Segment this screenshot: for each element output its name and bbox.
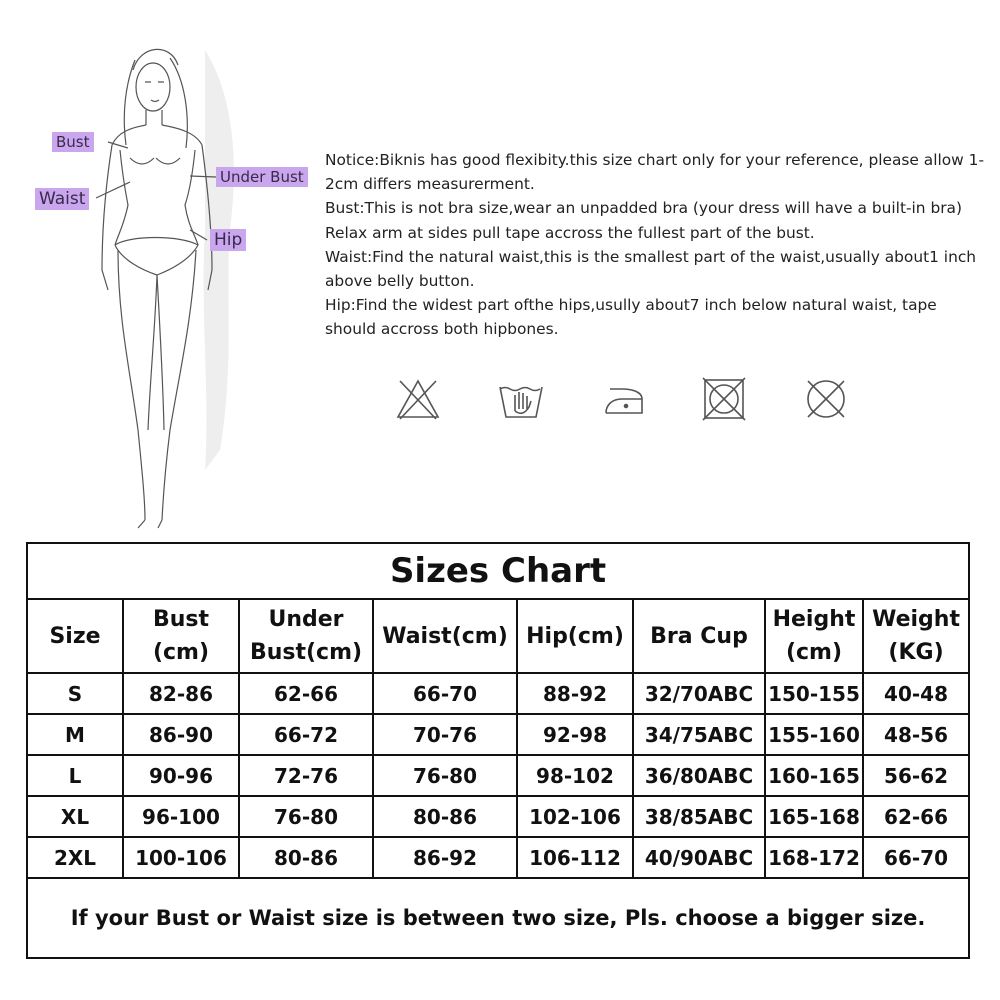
- do-not-bleach-icon: [394, 375, 442, 423]
- cell-bra-cup: 36/80ABC: [633, 755, 765, 796]
- cell-waist: 80-86: [373, 796, 517, 837]
- cell-weight: 66-70: [863, 837, 969, 878]
- header-under-bust: Under Bust(cm): [239, 599, 373, 673]
- cell-height: 150-155: [765, 673, 863, 714]
- cell-waist: 70-76: [373, 714, 517, 755]
- cell-under-bust: 76-80: [239, 796, 373, 837]
- header-waist: Waist(cm): [373, 599, 517, 673]
- cell-height: 155-160: [765, 714, 863, 755]
- cell-bra-cup: 40/90ABC: [633, 837, 765, 878]
- cell-weight: 48-56: [863, 714, 969, 755]
- cell-weight: 62-66: [863, 796, 969, 837]
- cell-hip: 106-112: [517, 837, 633, 878]
- do-not-dry-clean-icon: [802, 375, 850, 423]
- size-advice-footer: If your Bust or Waist size is between two size, Pls. choose a bigger size.: [27, 878, 969, 958]
- cell-hip: 88-92: [517, 673, 633, 714]
- bust-label: Bust: [52, 132, 94, 152]
- cell-size: L: [27, 755, 123, 796]
- cell-height: 168-172: [765, 837, 863, 878]
- table-row: [27, 673, 969, 714]
- cell-size: 2XL: [27, 837, 123, 878]
- cell-bra-cup: 38/85ABC: [633, 796, 765, 837]
- low-iron-icon: [600, 375, 648, 423]
- cell-height: 160-165: [765, 755, 863, 796]
- measurement-figure: [30, 30, 330, 535]
- notice-paragraph: Notice:Biknis has good flexibity.this size chart only for your reference, please allow 1-2cm differs measurerment.: [325, 151, 984, 194]
- waist-instruction: Waist:Find the natural waist,this is the smallest part of the waist,usually about1 inch above belly button.: [325, 247, 977, 291]
- header-height: Height (cm): [765, 599, 863, 673]
- cell-hip: 102-106: [517, 796, 633, 837]
- header-weight: Weight (KG): [863, 599, 969, 673]
- header-bust: Bust (cm): [123, 599, 239, 673]
- cell-bust: 82-86: [123, 673, 239, 714]
- cell-height: 165-168: [765, 796, 863, 837]
- hip-label: Hip: [210, 229, 246, 251]
- cell-under-bust: 66-72: [239, 714, 373, 755]
- do-not-tumble-dry-icon: [700, 375, 748, 423]
- header-row: [27, 599, 969, 673]
- notice-text: [325, 148, 985, 342]
- table-row: [27, 714, 969, 755]
- cell-size: XL: [27, 796, 123, 837]
- table-row: [27, 796, 969, 837]
- size-chart-table: [26, 542, 970, 959]
- cell-bra-cup: 34/75ABC: [633, 714, 765, 755]
- table-row: [27, 837, 969, 878]
- cell-waist: 66-70: [373, 673, 517, 714]
- cell-under-bust: 62-66: [239, 673, 373, 714]
- cell-hip: 92-98: [517, 714, 633, 755]
- header-hip: Hip(cm): [517, 599, 633, 673]
- under-bust-label: Under Bust: [216, 167, 308, 187]
- cell-bust: 96-100: [123, 796, 239, 837]
- cell-bra-cup: 32/70ABC: [633, 673, 765, 714]
- cell-waist: 86-92: [373, 837, 517, 878]
- size-chart-title: Sizes Chart: [27, 543, 969, 599]
- cell-size: M: [27, 714, 123, 755]
- cell-size: S: [27, 673, 123, 714]
- cell-waist: 76-80: [373, 755, 517, 796]
- cell-weight: 56-62: [863, 755, 969, 796]
- header-bra-cup: Bra Cup: [633, 599, 765, 673]
- cell-weight: 40-48: [863, 673, 969, 714]
- cell-hip: 98-102: [517, 755, 633, 796]
- hip-instruction: Hip:Find the widest part ofthe hips,usully about7 inch below natural waist, tape should accross both hipbones.: [325, 296, 937, 339]
- cell-bust: 86-90: [123, 714, 239, 755]
- header-size: Size: [27, 599, 123, 673]
- table-row: [27, 755, 969, 796]
- cell-under-bust: 72-76: [239, 755, 373, 796]
- bust-instruction: Bust:This is not bra size,wear an unpadded bra (your dress will have a built-in bra) Relax arm at sides pull tape accross the fullest part of the bust.: [325, 199, 962, 242]
- woman-figure-illustration: [30, 30, 330, 535]
- waist-label: Waist: [35, 188, 89, 210]
- cell-bust: 90-96: [123, 755, 239, 796]
- cell-bust: 100-106: [123, 837, 239, 878]
- hand-wash-icon: [497, 375, 545, 423]
- cell-under-bust: 80-86: [239, 837, 373, 878]
